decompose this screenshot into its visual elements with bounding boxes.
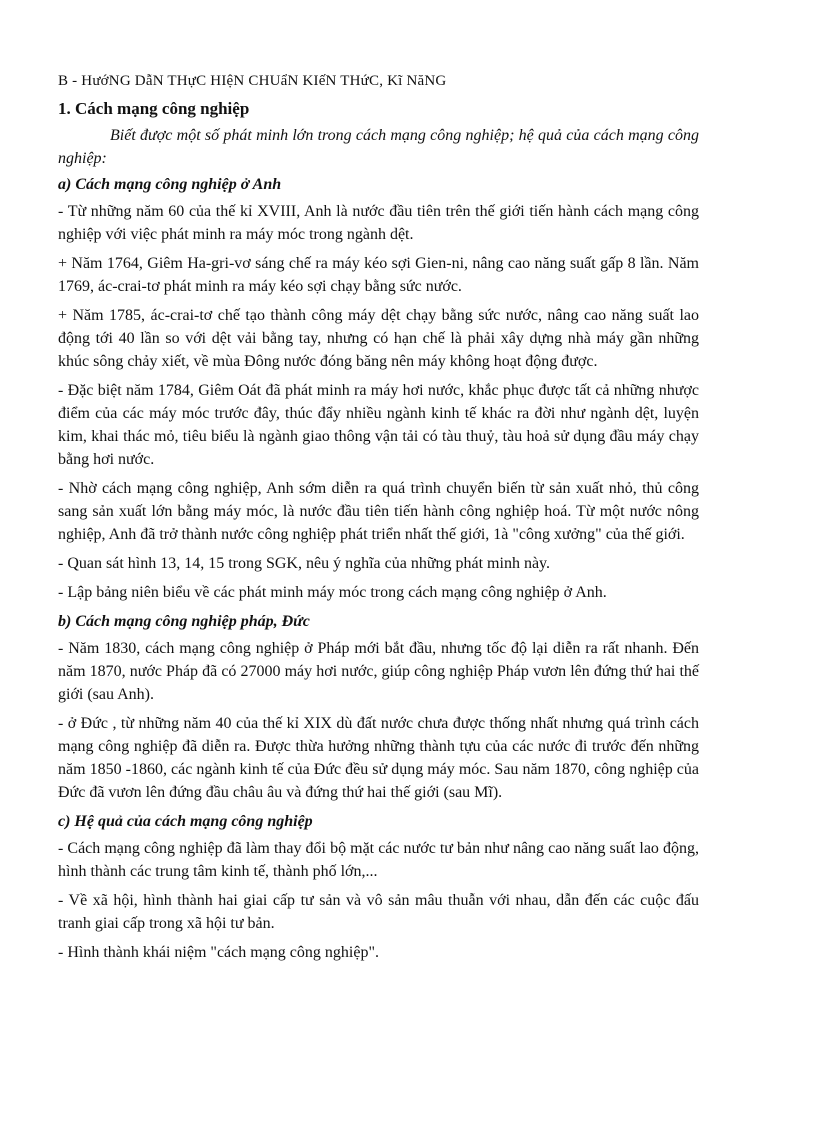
paragraph: - Năm 1830, cách mạng công nghiệp ở Pháp mới bắt đầu, nhưng tốc độ lại diễn ra rất nhanh. Đến năm 1870, nước Pháp đã có 27000 máy hơi nước, giúp công nghiệp Pháp vươn lên đứng thứ hai thế giới (sau Anh). <box>58 640 699 703</box>
paragraph: + Năm 1764, Giêm Ha-gri-vơ sáng chế ra máy kéo sợi Gien-ni, nâng cao năng suất gấp 8 lần. Năm 1769, ác-crai-tơ phát minh ra máy kéo sợi chạy bằng sức nước. <box>58 255 699 295</box>
paragraph: - ở Đức , từ những năm 40 của thế kỉ XIX dù đất nước chưa được thống nhất nhưng quá trình cách mạng công nghiệp đã diễn ra. Được thừa hưởng những thành tựu của các nước đi trước đến những năm 1850 -1860, các ngành kinh tế của Đức đều sử dụng máy móc. Sau năm 1870, công nghiệp của Đức đã vươn lên đứng đầu châu âu và đứng thứ hai thế giới (sau Mĩ). <box>58 715 699 801</box>
paragraph: - Quan sát hình 13, 14, 15 trong SGK, nêu ý nghĩa của những phát minh này. <box>58 555 551 572</box>
paragraph: - Đặc biệt năm 1784, Giêm Oát đã phát minh ra máy hơi nước, khắc phục được tất cả những nhược điểm của các máy móc trước đây, thúc đẩy nhiều ngành kinh tế khác ra đời như ngành dệt, luyện kim, khai thác mỏ, tiêu biểu là ngành giao thông vận tải có tàu thuỷ, tàu hoả sử dụng đầu máy chạy bằng hơi nước. <box>58 382 699 468</box>
subsection-title-c: c) Hệ quả của cách mạng công nghiệp <box>58 813 313 830</box>
section-title: 1. Cách mạng công nghiệp <box>58 99 250 118</box>
paragraph: + Năm 1785, ác-crai-tơ chế tạo thành công máy dệt chạy bằng sức nước, nâng cao năng suất lao động tới 40 lần so với dệt vải bằng tay, nhưng có hạn chế là phải xây dựng nhà máy gần những khúc sông chảy xiết, về mùa Đông nước đóng băng nên máy không hoạt động được. <box>58 307 699 370</box>
paragraph: - Hình thành khái niệm "cách mạng công nghiệp". <box>58 944 379 961</box>
subsection-title-a: a) Cách mạng công nghiệp ở Anh <box>58 176 282 193</box>
paragraph: - Nhờ cách mạng công nghiệp, Anh sớm diễn ra quá trình chuyển biến từ sản xuất nhỏ, thủ công sang sản xuất lớn bằng máy móc, là nước đầu tiên tiến hành công nghiệp hoá. Từ một nước nông nghiệp, Anh đã trở thành nước công nghiệp phát triển nhất thế giới, 1à "công xưởng" của thế giới. <box>58 480 699 543</box>
paragraph: - Cách mạng công nghiệp đã làm thay đổi bộ mặt các nước tư bản như nâng cao năng suất lao động, hình thành các trung tâm kinh tế, thành phố lớn,... <box>58 840 699 880</box>
section-intro: Biết được một số phát minh lớn trong cách mạng công nghiệp; hệ quả của cách mạng công nghiệp: <box>58 127 699 167</box>
paragraph: - Từ những năm 60 của thế kỉ XVIII, Anh là nước đầu tiên trên thế giới tiến hành cách mạng công nghiệp với việc phát minh ra máy móc trong ngành dệt. <box>58 203 699 243</box>
subsection-title-b: b) Cách mạng công nghiệp pháp, Đức <box>58 613 310 630</box>
paragraph: - Về xã hội, hình thành hai giai cấp tư sản và vô sản mâu thuẫn với nhau, dẫn đến các cuộc đấu tranh giai cấp trong xã hội tư bản. <box>58 892 699 932</box>
paragraph: - Lập bảng niên biểu về các phát minh máy móc trong cách mạng công nghiệp ở Anh. <box>58 584 607 601</box>
main-heading: B - HướNG DẫN THựC HIệN CHUẩN KIếN THứC, Kĩ NăNG <box>58 73 447 89</box>
